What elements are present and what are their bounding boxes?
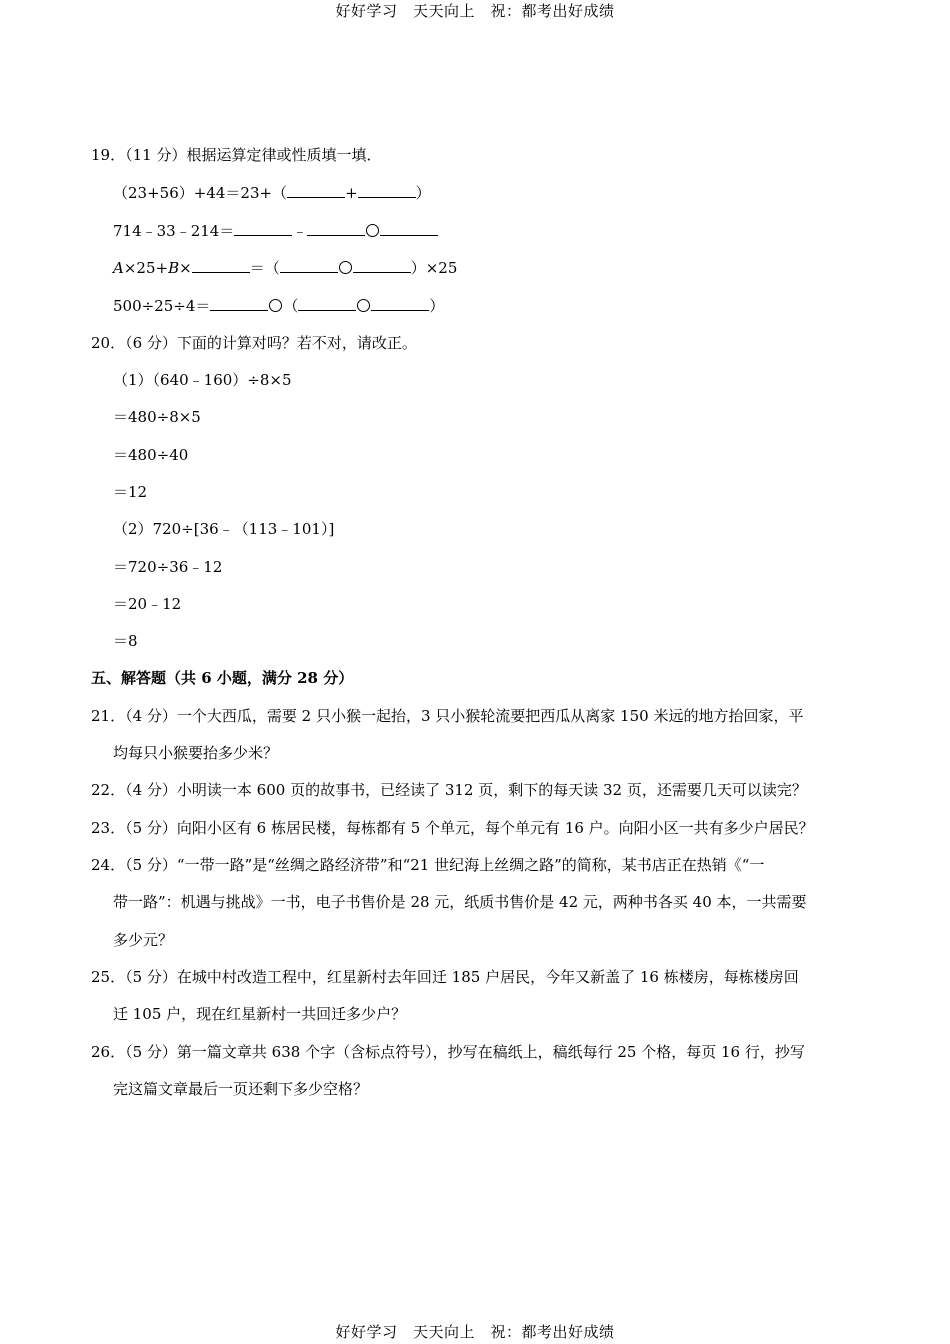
q20-step: ＝480÷40 (113, 446, 189, 464)
answer-blank[interactable] (298, 296, 356, 311)
q19-line1 (113, 183, 431, 203)
q21-line1: 21．（4 分）一个大西瓜，需要 2 只小猴一起抬，3 只小猴轮流要把西瓜从离家 150 米远的地方抬回家，平 (91, 707, 804, 725)
answer-blank[interactable] (371, 296, 429, 311)
answer-blank[interactable] (353, 258, 411, 273)
answer-blank[interactable] (234, 221, 292, 236)
q20-step: ＝20﹣12 (113, 595, 182, 613)
q19-line3-var-a: A (113, 259, 124, 277)
answer-blank[interactable] (307, 221, 365, 236)
q19-line4-open: （ (283, 297, 299, 315)
q20-step: ＝8 (113, 632, 138, 650)
operator-circle[interactable] (339, 261, 352, 274)
page-footer: 好好学习 天天向上 祝：都考出好成绩 (335, 1323, 615, 1341)
q20-step: ＝480÷8×5 (113, 408, 201, 426)
q24-line3: 多少元？ (113, 931, 174, 949)
answer-blank[interactable] (280, 258, 338, 273)
q19-line2-minus: ﹣ (292, 222, 308, 240)
q19-line4-close: ） (429, 297, 445, 315)
q20-step: （1）（640﹣160）÷8×5 (113, 371, 292, 389)
answer-blank[interactable] (380, 221, 438, 236)
q20-step: ＝12 (113, 483, 148, 501)
q19-line2 (113, 221, 438, 241)
q24-line2: 带一路”：机遇与挑战》一书，电子书售价是 28 元，纸质书售价是 42 元，两种书各买 40 本，一共需要 (113, 893, 807, 911)
q23-line1: 23．（5 分）向阳小区有 6 栋居民楼，每栋都有 5 个单元，每个单元有 16 户。向阳小区一共有多少户居民？ (91, 819, 814, 837)
q25-line1: 25．（5 分）在城中村改造工程中，红星新村去年回迁 185 户居民，今年又新盖了 16 栋楼房，每栋楼房回 (91, 968, 799, 986)
q19-line3-times25: ×25+ (123, 259, 169, 277)
answer-blank[interactable] (287, 183, 345, 198)
page-header: 好好学习 天天向上 祝：都考出好成绩 (335, 2, 615, 20)
q24-line1: 24．（5 分）“一带一路”是“丝绸之路经济带”和“21 世纪海上丝绸之路”的简称，某书店正在热销《“一 (91, 856, 765, 874)
operator-circle[interactable] (366, 224, 379, 237)
q20-title: 20．（6 分）下面的计算对吗？若不对，请改正。 (91, 334, 417, 352)
q19-title: 19．（11 分）根据运算定律或性质填一填． (91, 146, 382, 164)
q19-line1-plus: + (345, 184, 358, 202)
operator-circle[interactable] (357, 299, 370, 312)
answer-blank[interactable] (192, 258, 250, 273)
q19-line3-tail: ）×25 (410, 259, 458, 277)
q20-step: （2）720÷[36﹣（113﹣101）] (113, 520, 335, 538)
q19-line3-equals: ＝（ (249, 259, 280, 277)
q19-line4-expr: 500÷25÷4＝ (113, 297, 211, 315)
q21-line2: 均每只小猴要抬多少米？ (113, 744, 279, 762)
q26-line2: 完这篇文章最后一页还剩下多少空格？ (113, 1080, 369, 1098)
q19-line1-close: ） (415, 184, 431, 202)
q19-line2-expr: 714﹣33﹣214＝ (113, 222, 235, 240)
answer-blank[interactable] (210, 296, 268, 311)
answer-blank[interactable] (358, 183, 416, 198)
q26-line1: 26．（5 分）第一篇文章共 638 个字（含标点符号），抄写在稿纸上，稿纸每行 25 个格，每页 16 行，抄写 (91, 1043, 805, 1061)
q19-line3-var-b: B (168, 259, 180, 277)
q19-line3 (113, 258, 457, 278)
q19-line1-expr: （23+56）+44＝23+（ (113, 184, 288, 202)
q20-step: ＝720÷36﹣12 (113, 558, 223, 576)
q25-line2: 迁 105 户，现在红星新村一共回迁多少户？ (113, 1005, 407, 1023)
q19-line3-times: × (179, 259, 192, 277)
operator-circle[interactable] (269, 299, 282, 312)
q22-line1: 22．（4 分）小明读一本 600 页的故事书，已经读了 312 页，剩下的每天读 32 页，还需要几天可以读完？ (91, 781, 807, 799)
q19-line4 (113, 296, 444, 316)
section-title: 五、解答题（共 6 小题，满分 28 分） (91, 669, 354, 687)
